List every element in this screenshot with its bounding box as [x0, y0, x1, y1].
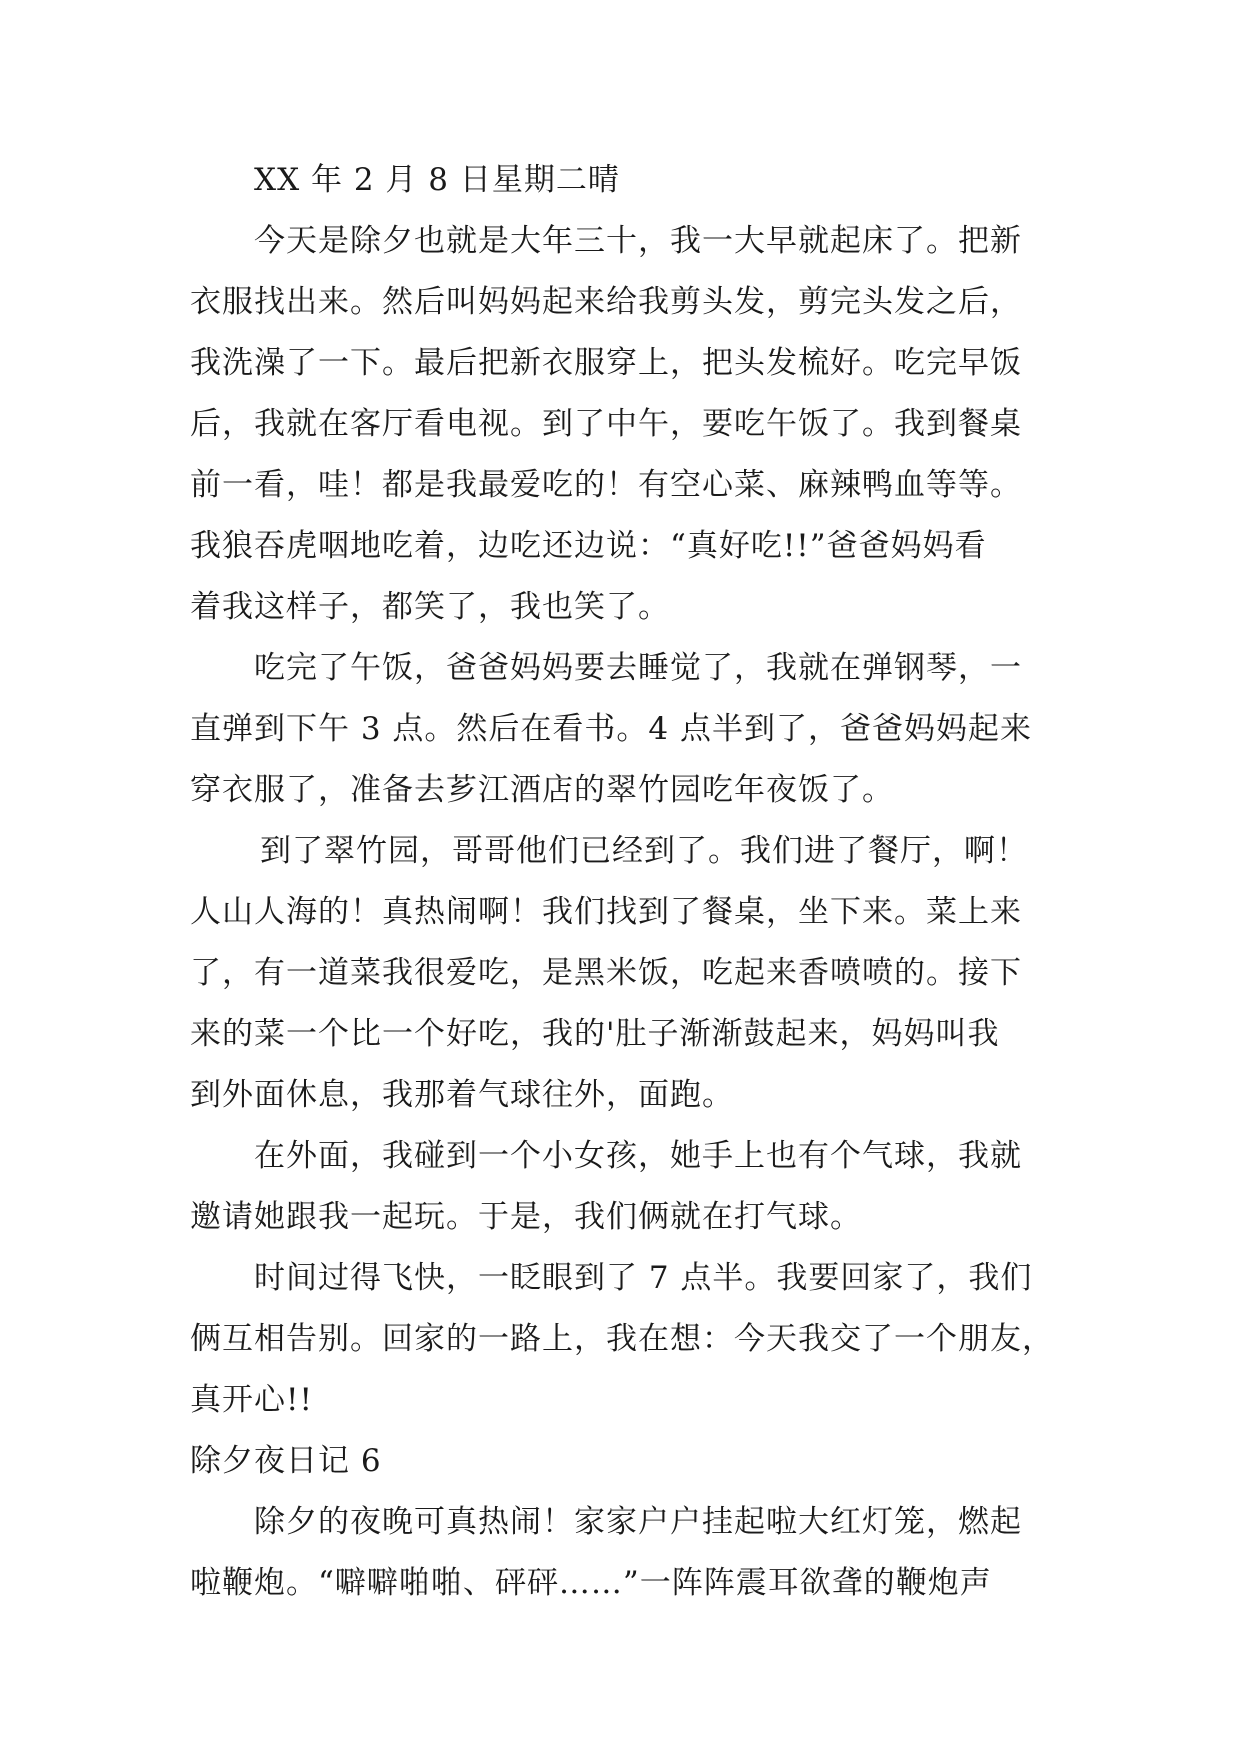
text-line: 邀请她跟我一起玩。于是，我们俩就在打气球。	[190, 1199, 862, 1235]
text-line: 今天是除夕也就是大年三十，我一大早就起床了。把新	[254, 223, 1022, 259]
text-line: 来的菜一个比一个好吃，我的'肚子渐渐鼓起来，妈妈叫我	[190, 1016, 1000, 1052]
text-line: 啦鞭炮。“噼噼啪啪、砰砰……”一阵阵震耳欲聋的鞭炮声	[190, 1565, 992, 1601]
paragraph-4	[190, 1126, 1060, 1248]
section-title: 除夕夜日记 6	[190, 1443, 382, 1479]
text-line: 直弹到下午 3 点。然后在看书。4 点半到了，爸爸妈妈起来	[190, 711, 1033, 747]
text-line: 衣服找出来。然后叫妈妈起来给我剪头发，剪完头发之后，	[190, 284, 1022, 320]
text-line: 除夕的夜晚可真热闹！家家户户挂起啦大红灯笼，燃起	[254, 1504, 1022, 1540]
text-line: 俩互相告别。回家的一路上，我在想：今天我交了一个朋友，	[190, 1321, 1054, 1357]
text-line: 到了翠竹园，哥哥他们已经到了。我们进了餐厅，啊！	[260, 833, 1028, 869]
paragraph-1	[190, 211, 1060, 638]
date-line: XX 年 2 月 8 日星期二晴	[254, 162, 620, 198]
text-line: 着我这样子，都笑了，我也笑了。	[190, 589, 670, 625]
text-line: 人山人海的！真热闹啊！我们找到了餐桌，坐下来。菜上来	[190, 894, 1022, 930]
text-line: 时间过得飞快，一眨眼到了 7 点半。我要回家了，我们	[254, 1260, 1033, 1296]
paragraph-3	[190, 821, 1060, 1126]
text-line: 我狼吞虎咽地吃着，边吃还边说：“真好吃!!”爸爸妈妈看	[190, 528, 987, 564]
document-page	[190, 150, 1060, 1614]
text-line: 穿衣服了，准备去芗江酒店的翠竹园吃年夜饭了。	[190, 772, 894, 808]
text-line: 了，有一道菜我很爱吃，是黑米饭，吃起来香喷喷的。接下	[190, 955, 1022, 991]
text-line: 前一看，哇！都是我最爱吃的！有空心菜、麻辣鸭血等等。	[190, 467, 1022, 503]
paragraph-5	[190, 1248, 1060, 1431]
text-line: 后，我就在客厅看电视。到了中午，要吃午饭了。我到餐桌	[190, 406, 1022, 442]
text-line: 在外面，我碰到一个小女孩，她手上也有个气球，我就	[254, 1138, 1022, 1174]
paragraph-2	[190, 638, 1060, 821]
text-line: 吃完了午饭，爸爸妈妈要去睡觉了，我就在弹钢琴，一	[254, 650, 1022, 686]
paragraph-6	[190, 1492, 1060, 1614]
text-line: 我洗澡了一下。最后把新衣服穿上，把头发梳好。吃完早饭	[190, 345, 1022, 381]
text-line: 到外面休息，我那着气球往外，面跑。	[190, 1077, 734, 1113]
text-line: 真开心!!	[190, 1382, 313, 1418]
